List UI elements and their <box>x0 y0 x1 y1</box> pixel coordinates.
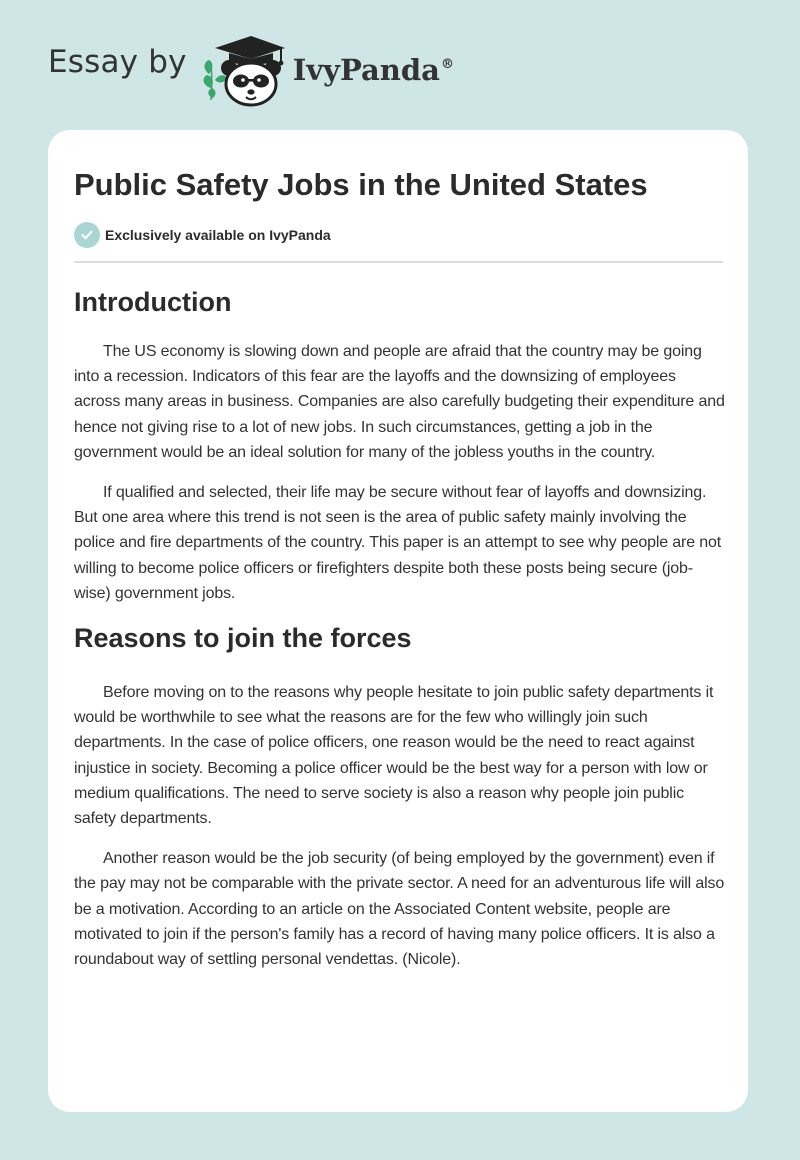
paragraph: Before moving on to the reasons why people hesitate to join public safety departments it would be worthwhile to see what the reasons are for the few who willingly join such departments. In the case of police officers, one reason would be the need to react against injustice in society. Becoming a police officer would be the best way for a person with low or medium qualifications. The need to serve society is also a reason why people join public safety departments. <box>74 684 714 828</box>
brand-header <box>48 28 454 108</box>
registered-mark: ® <box>440 57 454 72</box>
paragraph: Another reason would be the job security (of being employed by the government) even if the pay may not be comparable with the private sector. A need for an adventurous life will also be a motivation. According to an article on the Associated Content website, people are motivated to join if the person's family has a record of having many police officers. It is also a roundabout way of settling personal vendettas. (Nicole). <box>74 850 725 969</box>
panda-logo-icon <box>199 28 289 108</box>
exclusive-badge <box>74 222 331 248</box>
paragraph: The US economy is slowing down and people are afraid that the country may be going into a recession. Indicators of this fear are the layoffs and the downsizing of employees across many areas in business. Companies are also carefully budgeting their expenditure and hence not giving rise to a lot of new jobs. In such circumstances, getting a job in the government would be an ideal solution for many of the jobless youths in the country. <box>74 343 725 461</box>
check-circle-icon <box>74 222 100 248</box>
page-title: Public Safety Jobs in the United States <box>74 167 648 202</box>
section-heading: Introduction <box>74 287 232 317</box>
paragraph: If qualified and selected, their life may be secure without fear of layoffs and downsizing. But one area where this trend is not seen is the area of public safety mainly involving the police and fire departments of the country. This paper is an attempt to see why people are not willing to become police officers or firefighters despite both these posts being secure (job-wise) government jobs. <box>74 484 722 602</box>
essay-body <box>74 280 726 972</box>
badge-label: Exclusively available on IvyPanda <box>105 227 331 243</box>
title-divider <box>74 261 723 263</box>
brand-prefix: Essay by <box>48 44 187 80</box>
brand-name: IvyPanda® <box>292 53 454 87</box>
essay-card <box>48 130 748 1112</box>
section-heading: Reasons to join the forces <box>74 623 412 654</box>
